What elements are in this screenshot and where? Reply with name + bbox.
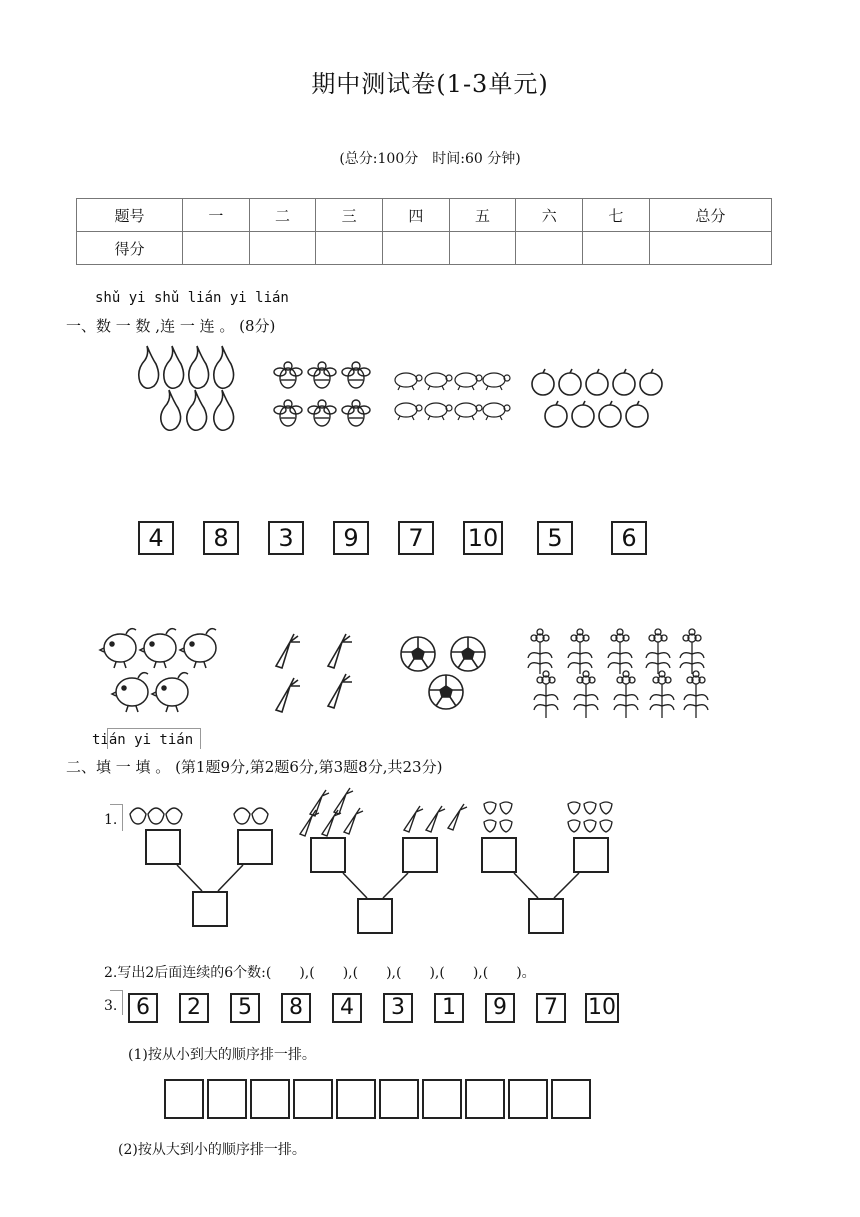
bracket-mark [110,990,123,1015]
section2-pinyin: tián yi tián [92,732,194,748]
number-card[interactable]: 6 [611,521,647,555]
table-cell: 得分 [77,232,183,265]
number-card[interactable]: 10 [463,521,503,555]
number-card[interactable]: 9 [485,993,515,1023]
number-card[interactable]: 7 [398,521,434,555]
section1-heading: 一、数 一 数 ,连 一 连 。 (8分) [66,317,276,335]
number-card[interactable]: 2 [179,993,209,1023]
table-cell: 四 [383,199,450,232]
number-card[interactable]: 5 [537,521,573,555]
number-card[interactable]: 5 [230,993,260,1023]
order-answer-box[interactable] [422,1079,462,1119]
order-answer-box[interactable] [551,1079,591,1119]
order-answer-box[interactable] [465,1079,505,1119]
section1-pinyin: shǔ yi shǔ lián yi lián [95,290,289,306]
question-3-label: 3. [104,998,118,1014]
question-3-part-1: (1)按从小到大的顺序排一排。 [128,1047,316,1063]
number-card[interactable]: 4 [138,521,174,555]
table-cell: 题号 [77,199,183,232]
table-cell: 七 [583,199,650,232]
order-answer-box[interactable] [207,1079,247,1119]
table-cell: 五 [449,199,516,232]
table-cell: 二 [249,199,316,232]
table-cell: 六 [516,199,583,232]
question-3-part-2: (2)按从大到小的顺序排一排。 [118,1142,306,1158]
exam-info: (总分:100分 时间:60 分钟) [339,151,521,167]
order-answer-box[interactable] [336,1079,376,1119]
section2-heading: 二、填 一 填 。 (第1题9分,第2题6分,第3题8分,共23分) [66,758,443,776]
number-card[interactable]: 1 [434,993,464,1023]
order-answer-box[interactable] [379,1079,419,1119]
number-card[interactable]: 9 [333,521,369,555]
number-card[interactable]: 3 [268,521,304,555]
order-answer-box[interactable] [164,1079,204,1119]
number-card[interactable]: 7 [536,993,566,1023]
order-answer-box[interactable] [508,1079,548,1119]
order-answer-box[interactable] [250,1079,290,1119]
number-card[interactable]: 4 [332,993,362,1023]
table-cell: 总分 [649,199,771,232]
number-card[interactable]: 8 [203,521,239,555]
number-card[interactable]: 3 [383,993,413,1023]
number-card[interactable]: 10 [585,993,619,1023]
number-card[interactable]: 6 [128,993,158,1023]
order-answer-box[interactable] [293,1079,333,1119]
table-cell: 一 [183,199,250,232]
question-2-text: 2.写出2后面连续的6个数:( ),( ),( ),( ),( ),( )。 [104,965,536,981]
table-cell: 三 [316,199,383,232]
question-1-label: 1. [104,812,118,828]
number-card[interactable]: 8 [281,993,311,1023]
page-title: 期中测试卷(1-3单元) [311,70,549,98]
